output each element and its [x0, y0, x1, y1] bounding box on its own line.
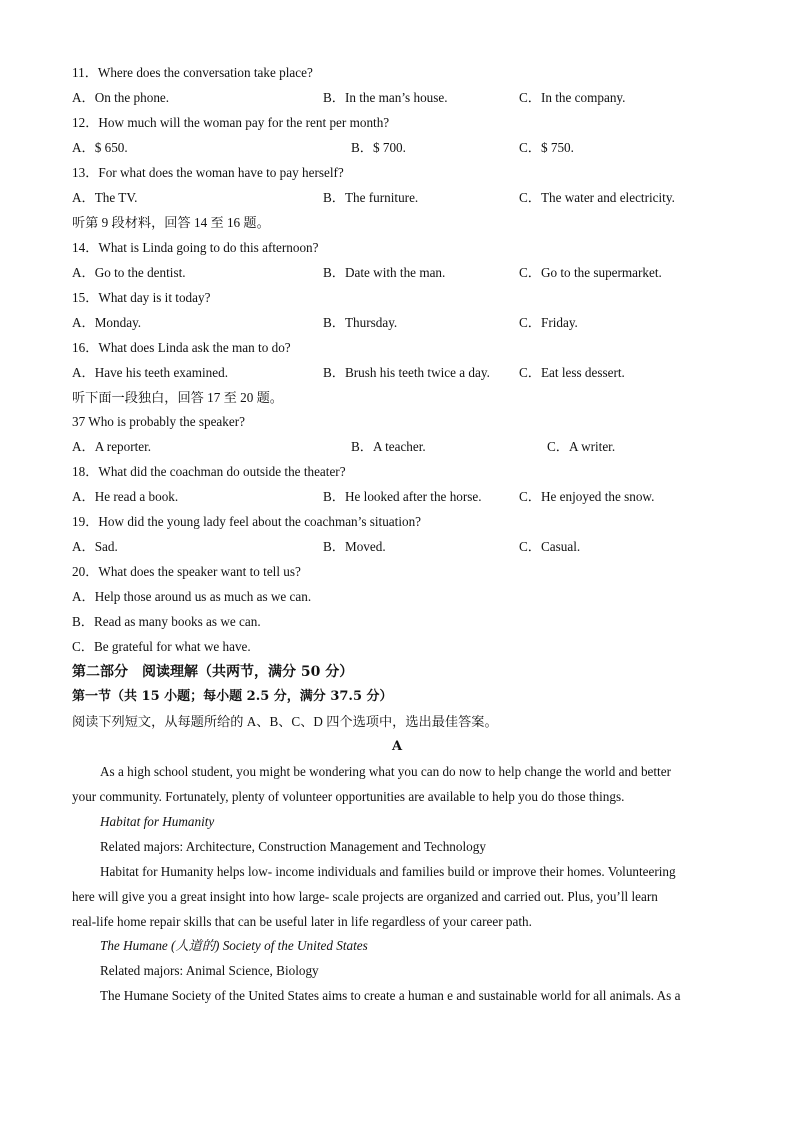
question-18-options	[72, 488, 722, 506]
question-13-stem: 13．For what does the woman have to pay herself?	[72, 165, 344, 180]
option-a: A．Monday.	[72, 315, 142, 330]
option-c: C．Eat less dessert.	[519, 365, 625, 380]
section-instruction-monologue: 听下面一段独白，回答 17 至 20 题。	[72, 390, 283, 405]
option-b: B．Moved.	[323, 539, 386, 554]
reading-instruction: 阅读下列短文，从每题所给的 A、B、C、D 四个选项中，选出最佳答案。	[72, 714, 498, 729]
org-2-name: The Humane (人道的) Society of the United States	[100, 938, 368, 953]
option-c: C．$ 750.	[519, 140, 574, 155]
question-20-stem: 20．What does the speaker want to tell us?	[72, 564, 301, 579]
section-instruction-9: 听第 9 段材料，回答 14 至 16 题。	[72, 215, 270, 230]
org-1-majors: Related majors: Architecture, Construction Management and Technology	[100, 839, 486, 854]
question-16-stem: 16．What does Linda ask the man to do?	[72, 340, 291, 355]
passage-intro-line-2: your community. Fortunately, plenty of volunteer opportunities are available to help you do those things.	[72, 789, 625, 804]
section-1-title: 第一节（共 15 小题；每小题 2.5 分，满分 37.5 分）	[72, 689, 393, 704]
option-b: B．Thursday.	[323, 315, 398, 330]
option-b: B．A teacher.	[351, 439, 426, 454]
option-b: B．Date with the man.	[323, 265, 446, 280]
question-20-option-a: A．Help those around us as much as we can.	[72, 589, 312, 604]
part-2-title: 第二部分 阅读理解（共两节，满分 50 分）	[72, 664, 354, 680]
option-c: C．A writer.	[547, 439, 616, 454]
question-13-options	[72, 189, 722, 207]
question-11-options	[72, 89, 722, 107]
option-a: A．Sad.	[72, 539, 118, 554]
option-b: B．$ 700.	[351, 140, 406, 155]
question-16-options	[72, 364, 722, 382]
question-19-options	[72, 538, 722, 556]
question-11-stem: 11．Where does the conversation take place?	[72, 65, 313, 80]
option-a: A．The TV.	[72, 190, 138, 205]
question-20-option-b: B．Read as many books as we can.	[72, 614, 261, 629]
option-c: C．Go to the supermarket.	[519, 265, 662, 280]
option-c: C．The water and electricity.	[519, 190, 675, 205]
option-a: A．On the phone.	[72, 90, 170, 105]
org-2-desc-line-1: The Humane Society of the United States aims to create a human e and sustainable world for all animals. As a	[100, 988, 681, 1003]
option-c: C．Friday.	[519, 315, 578, 330]
org-1-name: Habitat for Humanity	[100, 814, 215, 829]
option-c: C．Casual.	[519, 539, 581, 554]
option-c: C．He enjoyed the snow.	[519, 489, 655, 504]
question-15-options	[72, 314, 722, 332]
question-20-option-c: C．Be grateful for what we have.	[72, 639, 251, 654]
option-a: A．$ 650.	[72, 140, 128, 155]
question-15-stem: 15．What day is it today?	[72, 290, 211, 305]
question-12-options	[72, 139, 722, 157]
org-1-desc-line-2: here will give you a great insight into how large- scale projects are organized and carried out. Plus, you’ll learn	[72, 889, 658, 904]
option-a: A．Have his teeth examined.	[72, 365, 229, 380]
question-18-stem: 18．What did the coachman do outside the theater?	[72, 464, 346, 479]
org-2-majors: Related majors: Animal Science, Biology	[100, 963, 319, 978]
option-b: B．Brush his teeth twice a day.	[323, 365, 490, 380]
option-b: B．In the man’s house.	[323, 90, 448, 105]
passage-label: A	[391, 739, 403, 754]
question-14-stem: 14．What is Linda going to do this afternoon?	[72, 240, 319, 255]
option-c: C．In the company.	[519, 90, 626, 105]
question-12-stem: 12．How much will the woman pay for the rent per month?	[72, 115, 390, 130]
question-17-options	[72, 438, 722, 456]
option-b: B．He looked after the horse.	[323, 489, 482, 504]
option-a: A．Go to the dentist.	[72, 265, 186, 280]
passage-intro-line-1: As a high school student, you might be wondering what you can do now to help change the world and better	[100, 764, 671, 779]
question-17-stem: 37 Who is probably the speaker?	[72, 414, 245, 429]
org-1-desc-line-1: Habitat for Humanity helps low- income individuals and families build or improve their homes. Volunteering	[100, 864, 676, 879]
question-19-stem: 19．How did the young lady feel about the coachman’s situation?	[72, 514, 422, 529]
option-b: B．The furniture.	[323, 190, 419, 205]
org-1-desc-line-3: real-life home repair skills that can be useful later in life regardless of your career path.	[72, 914, 532, 929]
question-14-options	[72, 264, 722, 282]
option-a: A．A reporter.	[72, 439, 152, 454]
option-a: A．He read a book.	[72, 489, 179, 504]
